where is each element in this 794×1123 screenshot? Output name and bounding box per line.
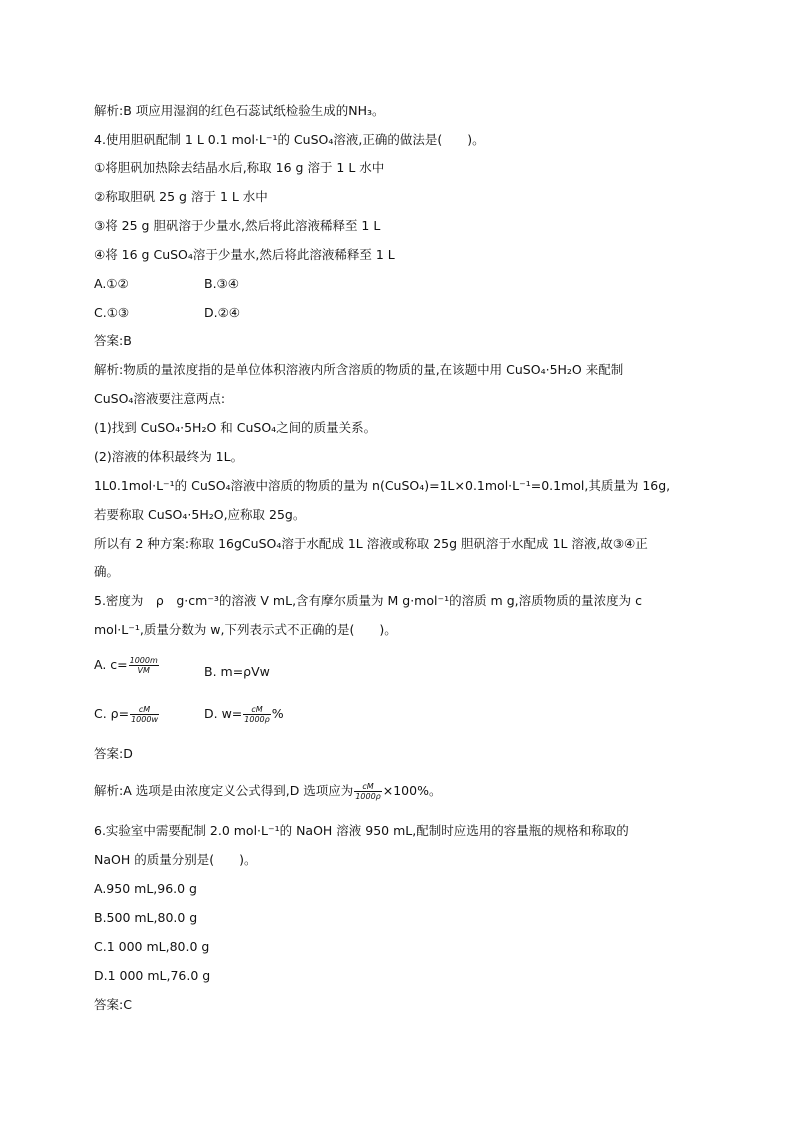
q4-options-row-2 [94, 305, 394, 321]
q6-answer: 答案:C [94, 997, 132, 1012]
fraction: $\frac{1000m}{VM}$ [129, 656, 158, 675]
q4-option-a: A.①② [94, 276, 129, 291]
q4-statement-4: ④将 16 g CuSO₄溶于少量水,然后将此溶液稀释至 1 L [94, 247, 395, 262]
q4-option-d: D.②④ [204, 305, 241, 320]
q6-option-d: D.1 000 mL,76.0 g [94, 968, 211, 983]
analysis-q3: 解析:B 项应用湿润的红色石蕊试纸检验生成的NH₃。 [94, 103, 385, 118]
q5-answer: 答案:D [94, 746, 133, 761]
q4-analysis-line-8: 确。 [94, 564, 120, 579]
question-6-stem-2: NaOH 的质量分别是( )。 [94, 852, 257, 867]
q4-option-c: C.①③ [94, 305, 130, 320]
q4-analysis-line-6: 若要称取 CuSO₄·5H₂O,应称取 25g。 [94, 507, 306, 522]
fraction: $\frac{cM}{1000w}$ [131, 705, 158, 724]
question-6-stem-1: 6.实验室中需要配制 2.0 mol·L⁻¹的 NaOH 溶液 950 mL,配制时应选用的容量瓶的规格和称取的 [94, 823, 629, 838]
q5-analysis: 解析:A 选项是由浓度定义公式得到,D 选项应为 $\frac{cM}{1000\rho}$ ×100%。 [94, 782, 442, 801]
question-5-stem-1: 5.密度为 ρ g·cm⁻³的溶液 V mL,含有摩尔质量为 M g·mol⁻¹的溶质 m g,溶质物质的量浓度为 c [94, 593, 642, 608]
q4-analysis-point-2: (2)溶液的体积最终为 1L。 [94, 449, 244, 464]
q4-statement-2: ②称取胆矾 25 g 溶于 1 L 水中 [94, 189, 268, 204]
q4-analysis-point-1: (1)找到 CuSO₄·5H₂O 和 CuSO₄之间的质量关系。 [94, 420, 377, 435]
q6-option-c: C.1 000 mL,80.0 g [94, 939, 210, 954]
q5-option-a: A. c= $\frac{1000m}{VM}$ [94, 656, 158, 675]
q4-answer: 答案:B [94, 333, 132, 348]
q6-option-b: B.500 mL,80.0 g [94, 910, 198, 925]
fraction: $\frac{cM}{1000\rho}$ [355, 782, 381, 801]
q5-option-d: D. w= $\frac{cM}{1000\rho}$ % [204, 705, 284, 724]
question-5-stem-2: mol·L⁻¹,质量分数为 w,下列表示式不正确的是( )。 [94, 622, 397, 637]
q4-analysis-line-5: 1L0.1mol·L⁻¹的 CuSO₄溶液中溶质的物质的量为 n(CuSO₄)=1L×0.1mol·L⁻¹=0.1mol,其质量为 16g, [94, 478, 671, 493]
q4-analysis-line-2: CuSO₄溶液要注意两点: [94, 391, 226, 406]
q5-options-row-2 [94, 705, 394, 724]
question-4-stem: 4.使用胆矾配制 1 L 0.1 mol·L⁻¹的 CuSO₄溶液,正确的做法是( )。 [94, 132, 485, 147]
q4-analysis-line-1: 解析:物质的量浓度指的是单位体积溶液内所含溶质的物质的量,在该题中用 CuSO₄·5H₂O 来配制 [94, 362, 624, 377]
q5-option-b: B. m=ρVw [204, 664, 270, 679]
q4-option-b: B.③④ [204, 276, 239, 291]
q5-options-row-1 [94, 656, 394, 679]
q4-statement-3: ③将 25 g 胆矾溶于少量水,然后将此溶液稀释至 1 L [94, 218, 381, 233]
fraction: $\frac{cM}{1000\rho}$ [244, 705, 270, 724]
q5-option-c: C. ρ= $\frac{cM}{1000w}$ [94, 705, 158, 724]
q4-analysis-line-7: 所以有 2 种方案:称取 16gCuSO₄溶于水配成 1L 溶液或称取 25g 胆矾溶于水配成 1L 溶液,故③④正 [94, 536, 648, 551]
q4-options-row-1 [94, 276, 394, 292]
q4-statement-1: ①将胆矾加热除去结晶水后,称取 16 g 溶于 1 L 水中 [94, 160, 385, 175]
q6-option-a: A.950 mL,96.0 g [94, 881, 197, 896]
